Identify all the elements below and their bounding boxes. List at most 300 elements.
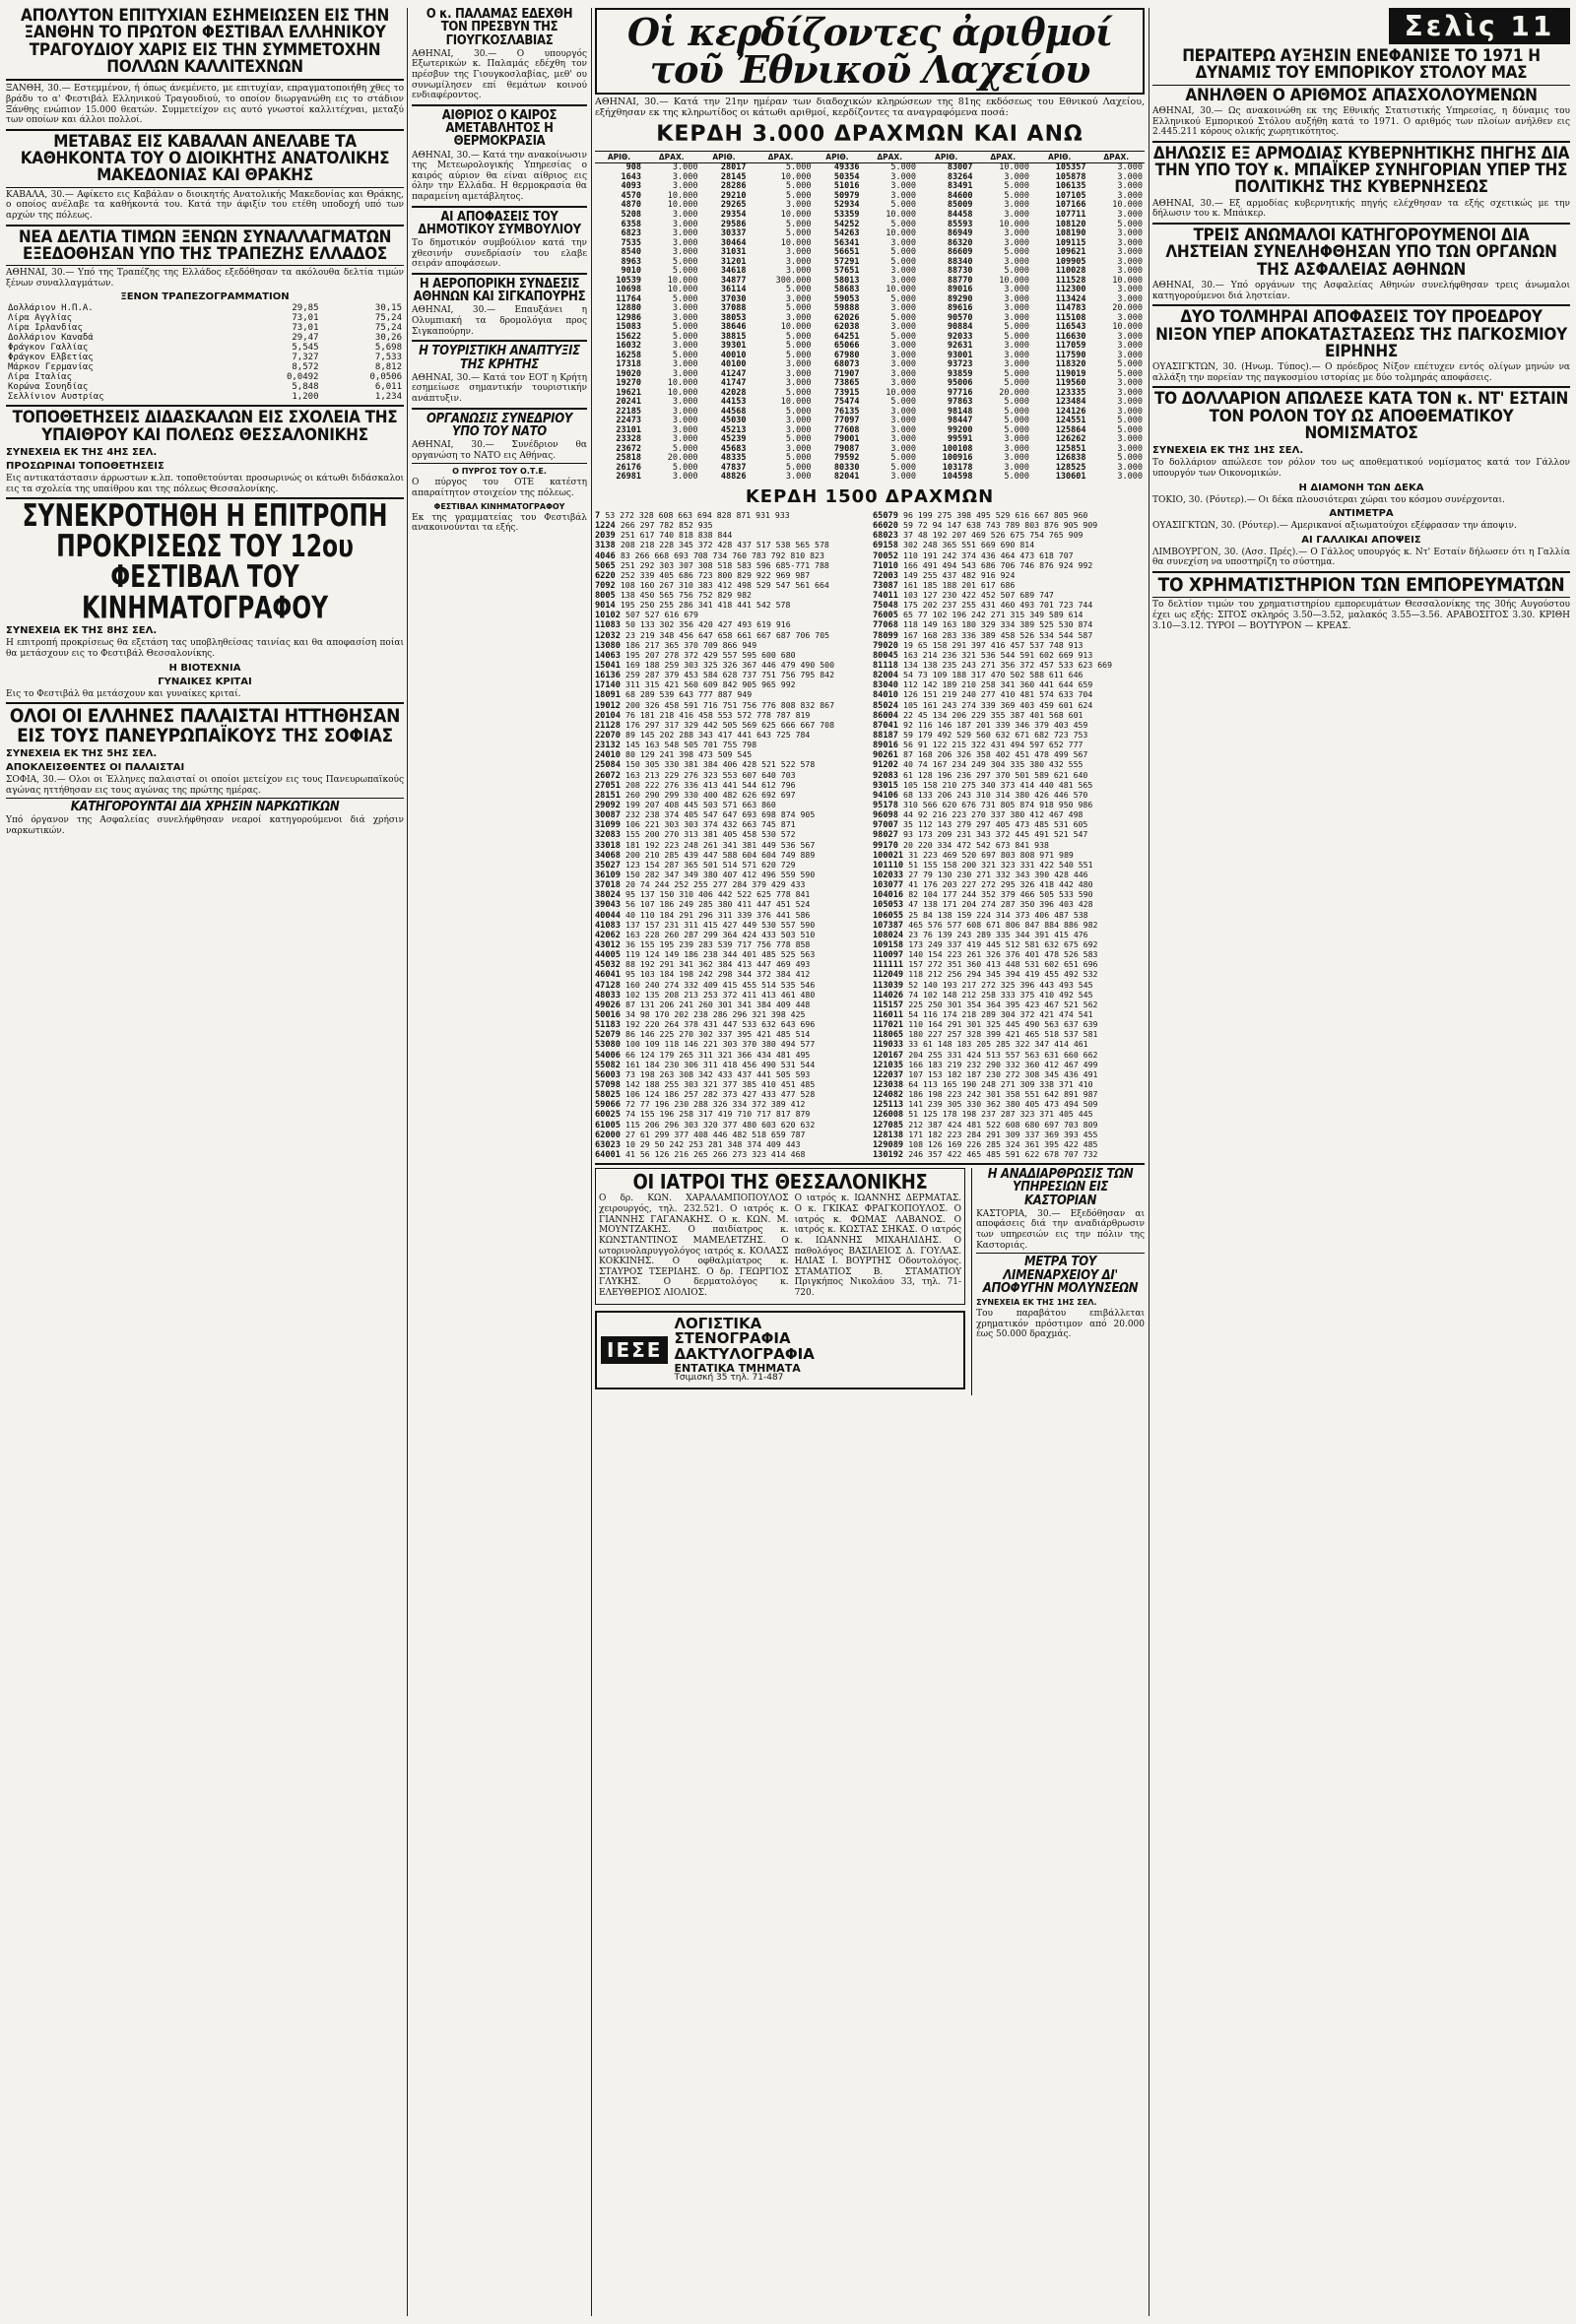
ticket-series: 77068 [873,620,904,631]
prize-amount: 5.000 [785,387,812,398]
prize-amount: 5.000 [890,293,916,304]
prize-amount: 5.000 [785,285,812,295]
prize-amount: 10.000 [667,378,698,389]
ticket-number: 67980 [833,350,860,360]
ticket-numbers: 192 220 264 378 431 447 533 632 643 696 [625,1019,816,1030]
prize-amount: 3.000 [1004,350,1029,360]
article-robbery-arrest [1152,227,1570,301]
divider [6,405,404,407]
ticket-series: 45032 [595,960,626,971]
ticket-number: 45683 [720,443,747,454]
headline: ΤΟ ΧΡΗΜΑΤΙΣΤΗΡΙΟΝ ΤΩΝ ΕΜΠΟΡΕΥΜΑΤΩΝ [1157,574,1565,597]
rate-sell: 7,533 [374,353,402,363]
ticket-number: 8540 [621,247,641,258]
ticket-numbers: 68 289 539 643 777 887 949 [625,689,753,700]
prize-amount: 5.000 [672,350,698,360]
ticket-number: 99200 [947,424,973,435]
ticket-series: 69158 [873,541,904,551]
ticket-numbers: 87 168 206 326 358 402 451 478 499 567 [903,749,1088,760]
ticket-number: 17318 [616,359,641,370]
lottery-bottom-section [595,1168,1145,1395]
prize-amount: 3.000 [785,368,812,379]
ticket-numbers: 195 207 278 372 429 557 595 600 680 [625,649,796,660]
prize-amount: 3.000 [890,322,916,333]
ticket-number: 50979 [833,190,860,201]
prize-amount: 3.000 [672,434,698,445]
ticket-numbers: 161 184 230 306 311 418 456 490 531 544 [625,1059,816,1069]
prize-amount: 10.000 [780,209,812,220]
ticket-numbers: 51 125 178 198 237 287 323 371 405 445 [908,1109,1093,1120]
ticket-number: 62038 [833,322,860,333]
ticket-series: 118065 [873,1030,909,1041]
ticket-number: 30464 [720,237,747,248]
ticket-numbers: 27 79 130 230 271 332 343 390 428 446 [908,870,1088,879]
prize-amount: 3.000 [1117,247,1143,258]
article-body: ΚΑΣΤΟΡΙΑ, 30.— Εξεδόθησαν αι αποφάσεις διά την αναδιάρθρωσιν των υπηρεσιών εις την πόλιν της Καστοριάς. [976,1208,1145,1251]
ticket-series: 7092 [595,580,621,591]
prize-amount: 10.000 [1112,200,1143,211]
ticket-series: 104016 [873,890,909,901]
col-header-number: ΑΡΙΘ. [700,152,749,163]
prize-amount: 3.000 [890,378,916,389]
article-body: ΞΑΝΘΗ, 30.— Εστεμμένον, ή όπως άνεμένετο, με επιτυχίαν, επραγματοποιήθη χθες το βράδυ το α' Φεστιβάλ Ελληνικού Τραγουδιού, το οποίον διωργανώθη εις το στάδιον Ξάνθης ενώπιον 15.000 θεατών. Συμμετείχον εις αυτό γνωστοί καλλιτέχναι, μεταξύ των οποίων και άλλοι πολλοί. [6,84,404,126]
prize-amount: 3.000 [1117,256,1143,267]
ticket-number: 38815 [720,331,747,342]
ticket-series: 8005 [595,591,621,602]
ticket-numbers: 87 131 206 241 260 301 341 384 409 448 [625,999,811,1009]
ticket-number: 28017 [720,162,747,173]
ticket-numbers: 76 181 218 416 458 553 572 778 787 819 [625,709,811,720]
prize-amount: 5.000 [785,228,812,239]
prize-amount: 3.000 [785,443,812,454]
ticket-series: 117021 [873,1020,909,1031]
prize-amount: 5.000 [1004,266,1029,277]
prize-amount: 3.000 [1117,443,1143,454]
column-5 [1152,8,1570,2316]
prize-amount: 3.000 [1004,462,1029,473]
ticket-series: 29092 [595,801,626,811]
prize-amount: 3.000 [1004,171,1029,182]
ad-line: ΔΑΚΤΥΛΟΓΡΑΦΙΑ [674,1345,815,1364]
ticket-numbers: 163 228 260 287 299 364 424 433 503 510 [625,929,816,939]
ticket-numbers: 251 617 740 818 838 844 [620,530,733,541]
ticket-numbers: 260 290 299 330 400 482 626 692 697 [625,789,796,800]
rates-table [6,303,404,402]
ticket-number: 20241 [616,397,641,408]
prize-amount: 10.000 [780,397,812,408]
article-dollar-reserve [1152,391,1570,568]
headline: ΣΥΝΕΚΡΟΤΗΘΗ Η ΕΠΙΤΡΟΠΗ ΠΡΟΚΡΙΣΕΩΣ ΤΟΥ 12ου ΦΕΣΤΙΒΑΛ ΤΟΥ ΚΙΝΗΜΑΤΟΓΡΑΦΟΥ [22,498,388,627]
rate-name: Λίρα Ιρλανδίας [8,323,83,334]
ticket-series: 107387 [873,920,909,931]
ticket-number: 7535 [621,237,641,248]
ticket-series: 58025 [595,1090,626,1101]
divider [6,702,404,704]
ticket-number: 110028 [1055,266,1086,277]
doctors-list-a: Ο δρ. ΚΩΝ. ΧΑΡΑΛΑΜΠΟΠΟΥΛΟΣ χειρουργός, τηλ. 232.521. Ο ιατρός κ. ΓΙΑΝΝΗΣ ΓΑΓΑΝΑΚΗΣ. Ο κ. ΚΩΝ. Μ. ΜΟΥΝΤΖΑΚΗΣ. Ο παιδίατρος κ. ΚΩΝΣΤΑΝΤΙΝΟΣ ΜΑΜΕΛΕΤΖΗΣ. Ο ωτορινολαρυγγολόγος ιατρός κ. ΚΟΛΑΣΣ ΚΟΚΚΙΝΗΣ. Ο οφθαλμίατρος κ. ΣΤΑΥΡΟΣ ΤΣΕΡΙΔΗΣ. Ο δρ. ΓΕΩΡΓΙΟΣ ΓΛΥΚΗΣ. Ο δερματολόγος κ. ΕΛΕΥΘΕΡΙΟΣ ΛΙΟΛΙΟΣ. [599,1194,789,1298]
ticket-series: 6220 [595,570,621,581]
prize-amount: 3.000 [1117,350,1143,360]
ticket-numbers: 25 84 138 159 224 314 373 406 487 538 [908,909,1088,920]
ticket-series: 62000 [595,1130,626,1140]
ticket-number: 25818 [616,453,641,464]
ticket-series: 40044 [595,910,626,921]
ticket-numbers: 72 77 196 230 288 326 334 372 389 412 [625,1099,806,1110]
ticket-numbers: 169 188 259 303 325 326 367 446 479 490 500 [625,660,835,671]
ticket-numbers: 112 142 189 210 258 341 360 441 644 659 [903,679,1093,690]
prize-amount: 3.000 [672,171,698,182]
article-xanthi-festival [6,8,404,126]
ticket-number: 108190 [1055,228,1086,239]
ticket-number: 123335 [1055,387,1086,398]
prize-amount: 5.000 [1004,247,1029,258]
ticket-numbers: 225 250 301 354 364 395 423 467 521 562 [908,999,1098,1009]
lottery-list-right [873,511,1145,1160]
headline: Η ΑΕΡΟΠΟΡΙΚΗ ΣΥΝΔΕΣΙΣ ΑΘΗΝΩΝ ΚΑΙ ΣΙΓΚΑΠΟΥΡΗΣ [413,276,586,305]
ticket-series: 44005 [595,950,626,961]
ticket-series: 94106 [873,790,904,801]
ticket-numbers: 157 272 351 360 413 448 531 602 651 696 [908,959,1098,970]
list-item [873,1150,1145,1160]
ticket-number: 126262 [1055,434,1086,445]
prize-amount: 3.000 [1117,378,1143,389]
prize-amount: 5.000 [785,181,812,192]
prize-amount: 3.000 [1004,228,1029,239]
ticket-number: 75474 [833,397,860,408]
ticket-series: 30087 [595,810,626,821]
prize-amount: 3.000 [1117,406,1143,417]
ticket-number: 103178 [942,462,973,473]
article-body: ΑΘΗΝΑΙ, 30.— Επαυξάνει η Ολυμπιακή τα δρομολόγια προς Σιγκαπούρην. [412,305,587,337]
divider [412,206,587,208]
col-header-number: ΑΡΙΘ. [813,152,861,163]
ticket-numbers: 92 116 146 187 201 339 346 379 403 459 [903,719,1088,730]
ticket-series: 47128 [595,980,626,991]
ticket-number: 117590 [1055,350,1086,360]
prize-amount: 3.000 [1117,162,1143,173]
ticket-number: 22185 [616,406,641,417]
article-nixon-decisions [1152,309,1570,383]
ticket-number: 11764 [616,293,641,304]
continuation-note: ΣΥΝΕΧΕΙΑ ΕΚ ΤΗΣ 4ΗΣ ΣΕΛ. [6,447,158,459]
article-body: ΣΟΦΙΑ, 30.— Ολοι οι Έλληνες παλαισταί οι οποίοι μετείχον εις τους Πανευρωπαϊκούς αγώνας ηττήθησαν εις τους αγώνας της πρώτης ημέρας. [6,774,404,796]
ticket-number: 84458 [947,209,973,220]
article-baiker-statement [1152,143,1570,220]
ticket-number: 124126 [1055,406,1086,417]
ticket-series: 113039 [873,980,909,991]
lottery-table-3000 [595,151,1145,483]
ticket-number: 54252 [833,219,860,229]
iese-logo: ΙΕΣΕ [601,1336,668,1364]
prize-amount: 10.000 [780,171,812,182]
ticket-series: 111111 [873,960,909,971]
ticket-number: 93859 [947,368,973,379]
ticket-numbers: 31 223 469 520 697 803 808 971 989 [908,849,1074,860]
ticket-number: 113424 [1055,293,1086,304]
prize-amount: 10.000 [667,275,698,286]
prize-amount: 3.000 [672,472,698,483]
divider [1152,141,1570,143]
prize-amount: 10.000 [780,237,812,248]
ticket-numbers: 200 326 458 591 716 751 756 776 808 832 867 [625,699,835,710]
ticket-numbers: 161 185 188 201 617 686 [903,579,1016,590]
ticket-series: 51183 [595,1020,626,1031]
ticket-series: 21128 [595,720,626,731]
ticket-number: 58683 [833,285,860,295]
ticket-number: 36114 [720,285,747,295]
divider [412,273,587,275]
ticket-numbers: 141 239 305 330 362 380 405 473 494 509 [908,1099,1098,1110]
ticket-series: 61005 [595,1120,626,1130]
article-body: ΚΑΒΑΛΑ, 30.— Αφίκετο εις Καβάλαν ο διοικητής Ανατολικής Μακεδονίας και Θράκης, ο οποίος ανέλαβε τα καθήκοντά του. Κατά την άφιξίν του ετέθη υποδοχή υπό των αρχών της πόλεως. [6,189,404,221]
ticket-number: 19270 [616,378,641,389]
ticket-number: 73865 [833,378,860,389]
prize-amount: 3.000 [1117,285,1143,295]
prize-amount: 3.000 [1004,359,1029,370]
ticket-series: 70052 [873,550,904,561]
divider [6,129,404,131]
ticket-numbers: 232 238 374 405 547 647 693 698 874 905 [625,809,816,820]
prize-amount: 5.000 [1004,181,1029,192]
ticket-series: 126008 [873,1110,909,1121]
ticket-number: 29586 [720,219,747,229]
prize-amount: 3.000 [1117,171,1143,182]
ticket-number: 116543 [1055,322,1086,333]
rate-name: Κορώνα Σουηδίας [8,382,89,393]
ticket-number: 34877 [720,275,747,286]
prize-amount: 3.000 [1117,472,1143,483]
ticket-number: 128525 [1055,462,1086,473]
ticket-numbers: 36 155 195 239 283 539 717 756 778 858 [625,938,811,949]
prize-amount: 10.000 [667,200,698,211]
article-crete-tourism [412,345,587,404]
prize-amount: 3.000 [1004,312,1029,323]
ticket-number: 83007 [947,162,973,173]
ticket-number: 16258 [616,350,641,360]
prize-amount: 10.000 [1112,275,1143,286]
prize-amount: 5.000 [890,162,916,173]
ticket-numbers: 166 183 219 232 290 332 360 412 467 499 [908,1059,1098,1069]
ticket-numbers: 163 214 236 321 536 544 591 602 669 913 [903,649,1093,660]
divider [1152,571,1570,573]
rate-buy: 29,85 [292,303,319,314]
prize-amount: 3.000 [672,237,698,248]
ticket-number: 105878 [1055,171,1086,182]
ticket-number: 29354 [720,209,747,220]
ticket-numbers: 106 124 186 257 282 373 427 433 477 528 [625,1089,816,1100]
ticket-number: 79592 [833,453,860,464]
ticket-series: 32083 [595,830,626,841]
ticket-number: 88730 [947,266,973,277]
ticket-number: 90570 [947,312,973,323]
ticket-series: 2039 [595,531,621,542]
ticket-series: 95178 [873,801,904,811]
ticket-series: 120167 [873,1050,909,1061]
ticket-number: 47837 [720,462,747,473]
rate-row [6,392,404,402]
article-body: ΑΘΗΝΑΙ, 30.— Συνέδριον θα οργανώση το ΝΑΤΟ εις Αθήνας. [412,440,587,461]
ticket-numbers: 195 250 255 286 341 418 441 542 578 [620,600,791,611]
prize-amount: 5.000 [672,256,698,267]
ticket-numbers: 19 65 158 291 397 416 457 537 748 913 [903,639,1084,650]
headline: Ο κ. ΠΑΛΑΜΑΣ ΕΔΕΧΘΗ ΤΟΝ ΠΡΕΣΒΥΝ ΤΗΣ ΓΙΟΥΓΚΟΣΛΑΒΙΑΣ [426,8,573,48]
ticket-numbers: 118 149 163 180 329 334 389 525 530 874 [903,619,1093,630]
prize-amount: 3.000 [672,219,698,229]
ticket-number: 117059 [1055,341,1086,352]
ticket-number: 45030 [720,416,747,426]
ticket-series: 56003 [595,1069,626,1080]
ticket-series: 14063 [595,650,626,661]
ticket-numbers: 251 292 303 307 308 518 583 596 685-771 788 [620,559,829,570]
divider [412,463,587,464]
ticket-number: 16032 [616,341,641,352]
prize-amount: 5.000 [890,256,916,267]
ticket-series: 26072 [595,770,626,781]
divider [6,798,404,799]
ticket-number: 83264 [947,171,973,182]
prize-amount: 3.000 [785,359,812,370]
ticket-number: 4870 [621,200,641,211]
ad-line: ΕΝΤΑΤΙΚΑ ΤΜΗΜΑΤΑ [674,1361,801,1375]
ticket-number: 64251 [833,331,860,342]
continuation-note: ΣΥΝΕΧΕΙΑ ΕΚ ΤΗΣ 8ΗΣ ΣΕΛ. [6,625,158,637]
ticket-number: 86609 [947,247,973,258]
ticket-number: 37030 [720,293,747,304]
ticket-series: 39043 [595,900,626,911]
ticket-series: 93015 [873,780,904,791]
prize-amount: 3.000 [890,406,916,417]
ticket-number: 29210 [720,190,747,201]
ticket-numbers: 173 249 337 419 445 512 581 632 675 692 [908,938,1098,949]
ticket-number: 85593 [947,219,973,229]
prize-amount: 10.000 [780,322,812,333]
subhead: ΑΠΟΚΛΕΙΣΘΕΝΤΕΣ ΟΙ ΠΑΛΑΙΣΤΑΙ [6,761,185,773]
prize-amount: 5.000 [672,462,698,473]
article-teachers [6,410,404,494]
prize-amount: 3.000 [672,209,698,220]
ticket-number: 48826 [720,472,747,483]
ticket-numbers: 41 56 126 216 265 266 273 323 414 468 [625,1148,806,1159]
ticket-number: 45239 [720,434,747,445]
article-ote-tower [412,467,587,533]
rate-name: Σελλίνιον Αυστρίας [8,392,104,403]
ticket-series: 123038 [873,1079,909,1090]
ticket-numbers: 150 282 347 349 380 407 412 496 559 590 [625,870,816,879]
prize-amount: 3.000 [672,416,698,426]
prize-amount: 3.000 [890,443,916,454]
prize-amount: 3.000 [1004,434,1029,445]
ticket-numbers: 180 227 257 328 399 421 465 518 537 581 [908,1029,1098,1040]
ticket-number: 30337 [720,228,747,239]
ticket-series: 90261 [873,750,904,761]
col-header-number: ΑΡΙΘ. [918,152,975,163]
ticket-number: 76135 [833,406,860,417]
ad-line: ΣΤΕΝΟΓΡΑΦΙΑ [674,1329,791,1348]
ticket-number: 4570 [621,190,641,201]
prize-amount: 3.000 [672,406,698,417]
subhead: ΠΡΟΣΩΡΙΝΑΙ ΤΟΠΟΘΕΤΗΣΕΙΣ [6,461,164,473]
rate-buy: 0,0492 [286,372,319,383]
prize-amount: 5.000 [1117,453,1143,464]
prize-amount: 3.000 [672,162,698,173]
ticket-series: 22070 [595,731,626,742]
ticket-number: 34618 [720,266,747,277]
ticket-numbers: 61 128 196 236 297 370 501 589 621 640 [903,769,1088,780]
ticket-number: 6823 [621,228,641,239]
prize-amount: 3.000 [890,181,916,192]
ticket-series: 60025 [595,1110,626,1121]
ticket-series: 122037 [873,1069,909,1080]
ticket-series: 92083 [873,770,904,781]
ticket-series: 65079 [873,510,904,521]
ticket-number: 82041 [833,472,860,483]
article-body: Εκ της γραμματείας του Φεστιβάλ ανακοινούνται τα εξής. [412,512,587,534]
prize-amount: 5.000 [1117,416,1143,426]
prize-amount: 5.000 [890,200,916,211]
prize-amount: 300.000 [775,275,812,286]
article-weather [412,109,587,203]
col-header-amount: ΔΡΑΧ. [643,152,700,163]
rate-name: Λίρα Ιταλίας [8,372,73,383]
ticket-numbers: 59 179 492 529 560 632 671 682 723 753 [903,730,1088,741]
prize-amount: 3.000 [1004,256,1029,267]
continuation-note: ΣΥΝΕΧΕΙΑ ΕΚ ΤΗΣ 5ΗΣ ΣΕΛ. [6,747,158,759]
prize-amount: 3.000 [1117,312,1143,323]
headline: ΜΕΤΡΑ ΤΟΥ ΛΙΜΕΝΑΡΧΕΙΟΥ ΔΙ' ΑΠΟΦΥΓΗΝ ΜΟΛΥΝΣΕΩΝ [982,1255,1139,1296]
ticket-series: 49026 [595,1000,626,1010]
prize-amount: 5.000 [1004,378,1029,389]
ticket-number: 97716 [947,387,973,398]
column-rule [407,8,408,2316]
headline: ΑΙ ΑΠΟΦΑΣΕΙΣ ΤΟΥ ΔΗΜΟΤΙΚΟΥ ΣΥΜΒΟΥΛΙΟΥ [418,209,581,237]
ticket-series: 81118 [873,661,904,672]
prize-amount: 5.000 [1117,368,1143,379]
ticket-number: 22473 [616,416,641,426]
ticket-numbers: 107 153 182 187 230 272 308 345 436 491 [908,1068,1098,1079]
divider [6,79,404,81]
ticket-numbers: 47 138 171 204 274 287 350 396 403 428 [908,899,1093,910]
ticket-series: 86004 [873,710,904,721]
prize-amount: 5.000 [890,312,916,323]
article-body: ΛΙΜΒΟΥΡΓΟΝ, 30. (Ασσ. Πρές).— Ο Γάλλος υπουργός κ. Ντ' Εσταίν δήλωσεν ότι η Γαλλία θα συνεχίση να υποστηρίζη το σύστημα. [1152,547,1570,568]
article-body: ΟΥΑΣΙΓΚΤΩΝ, 30. (Ρόυτερ).— Αμερικανοί αξιωματούχοι εξέφρασαν την άποψιν. [1152,521,1517,532]
article-body: Ο πύργος του ΟΤΕ κατέστη απαραίτητον στοιχείον της πόλεως. [412,478,587,498]
ticket-number: 89016 [947,285,973,295]
ticket-numbers: 208 222 276 336 413 441 544 612 796 [625,779,796,790]
article-body: Η επιτροπή προκρίσεως θα εξετάση τας υποβληθείσας ταινίας και θα αποφασίση ποίαι θα μετάσχουν εις το Φεστιβάλ Θεσσαλονίκης. [6,638,404,659]
ticket-number: 107105 [1055,190,1086,201]
ticket-series: 64001 [595,1149,626,1160]
ticket-numbers: 23 76 139 243 289 335 344 391 415 476 [908,929,1088,939]
lottery-list-left [595,511,867,1160]
ticket-series: 31099 [595,820,626,831]
ticket-series: 36109 [595,871,626,880]
ticket-number: 65066 [833,341,860,352]
ticket-series: 66020 [873,521,904,532]
col-header-amount: ΔΡΑΧ. [861,152,918,163]
ticket-number: 125864 [1055,424,1086,435]
subhead: Η ΒΙΟΤΕΧΝΙΑ [168,662,241,674]
article-body: ΑΘΗΝΑΙ, 30.— Κατά την ανακοίνωσιν της Μετεωρολογικής Υπηρεσίας ο καιρός αύριον θα είναι αίθριος εις όλην την Ελλάδα. Η θερμοκρασία θα παραμείνη αμετάβλητος. [412,150,587,202]
ticket-number: 48335 [720,453,747,464]
prize-amount: 3.000 [1004,285,1029,295]
ticket-number: 71907 [833,368,860,379]
headline: ΤΟ ΔΟΛΛΑΡΙΟΝ ΑΠΩΛΕΣΕ ΚΑΤΑ ΤΟΝ κ. ΝΤ' ΕΣΤΑΙΝ ΤΟΝ ΡΟΛΟΝ ΤΟΥ ΩΣ ΑΠΟΘΕΜΑΤΙΚΟΥ ΝΟΜΙΣΜΑΤΟΣ [1153,389,1569,444]
rate-name: Φράγκον Ελβετίας [8,353,94,363]
ticket-series: 23132 [595,741,626,751]
ticket-number: 107166 [1055,200,1086,211]
ticket-numbers: 175 202 237 255 431 460 493 701 723 744 [903,600,1093,611]
